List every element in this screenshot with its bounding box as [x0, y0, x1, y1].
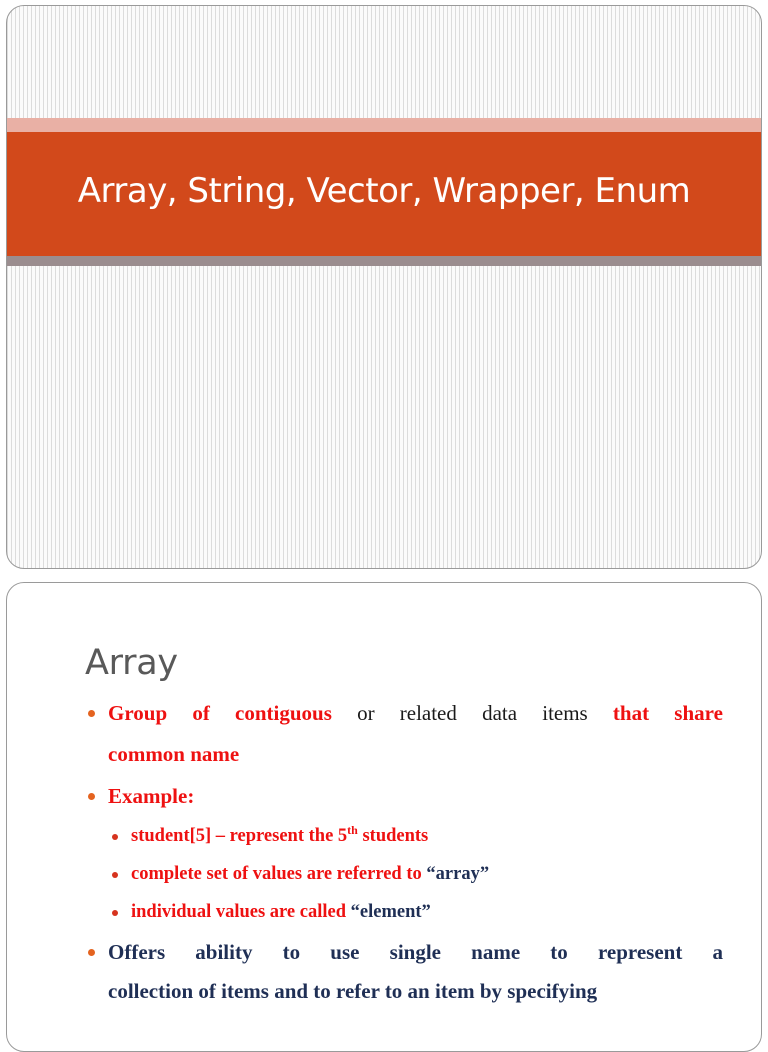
sub-bullet-text: complete set of values are referred to	[131, 864, 422, 885]
slide-title: Array, String, Vector, Wrapper, Enum	[77, 171, 691, 211]
title-band-accent-top	[7, 118, 761, 132]
sub-bullet-text: individual values are called	[131, 902, 347, 923]
word: name	[471, 940, 521, 965]
word: related	[399, 701, 457, 725]
word: of	[192, 701, 210, 725]
bullet-dot-icon	[112, 872, 118, 878]
array-slide	[6, 582, 762, 1052]
bullet-example	[85, 784, 723, 809]
quoted-term: “array”	[426, 864, 490, 885]
bullet-dot-icon	[112, 834, 118, 840]
word: that	[612, 701, 650, 725]
sub-bullet-student	[85, 823, 723, 847]
title-band-accent-bottom	[7, 256, 761, 266]
bullet-line-continued: common name	[108, 742, 240, 767]
word: data	[482, 701, 518, 725]
word: Group	[108, 701, 168, 725]
word: items	[542, 701, 588, 725]
word: to	[282, 940, 301, 965]
sub-bullet-text	[131, 823, 429, 847]
sub-bullet-element	[85, 902, 723, 923]
bullet-line	[108, 701, 723, 726]
example-label: Example:	[108, 784, 195, 809]
bullet-dot-icon	[112, 910, 118, 916]
word: use	[330, 940, 360, 965]
title-slide	[6, 5, 762, 569]
text-post: students	[357, 826, 429, 847]
word: or	[357, 701, 375, 725]
quoted-term: “element”	[350, 902, 431, 923]
bullet-dot-icon	[88, 710, 95, 717]
word: single	[389, 940, 441, 965]
bullet-dot-icon	[88, 793, 95, 800]
bullet-line-continued: collection of items and to refer to an item by specifying	[108, 978, 598, 1003]
word: Offers	[108, 940, 166, 965]
slide-content	[85, 701, 723, 1021]
superscript: th	[347, 823, 358, 838]
word: contiguous	[235, 701, 332, 725]
bullet-definition	[85, 701, 723, 767]
word: represent	[597, 940, 683, 965]
text-pre: student[5] – represent the 5	[131, 826, 348, 847]
bullet-offers	[85, 940, 723, 1003]
title-band	[7, 132, 761, 256]
word: a	[712, 940, 723, 965]
word: ability	[195, 940, 253, 965]
word: to	[550, 940, 568, 965]
sub-bullet-array	[85, 864, 723, 885]
slide-heading: Array	[85, 643, 178, 683]
bullet-line	[108, 940, 723, 964]
word: share	[674, 701, 723, 725]
bullet-dot-icon	[88, 949, 95, 956]
